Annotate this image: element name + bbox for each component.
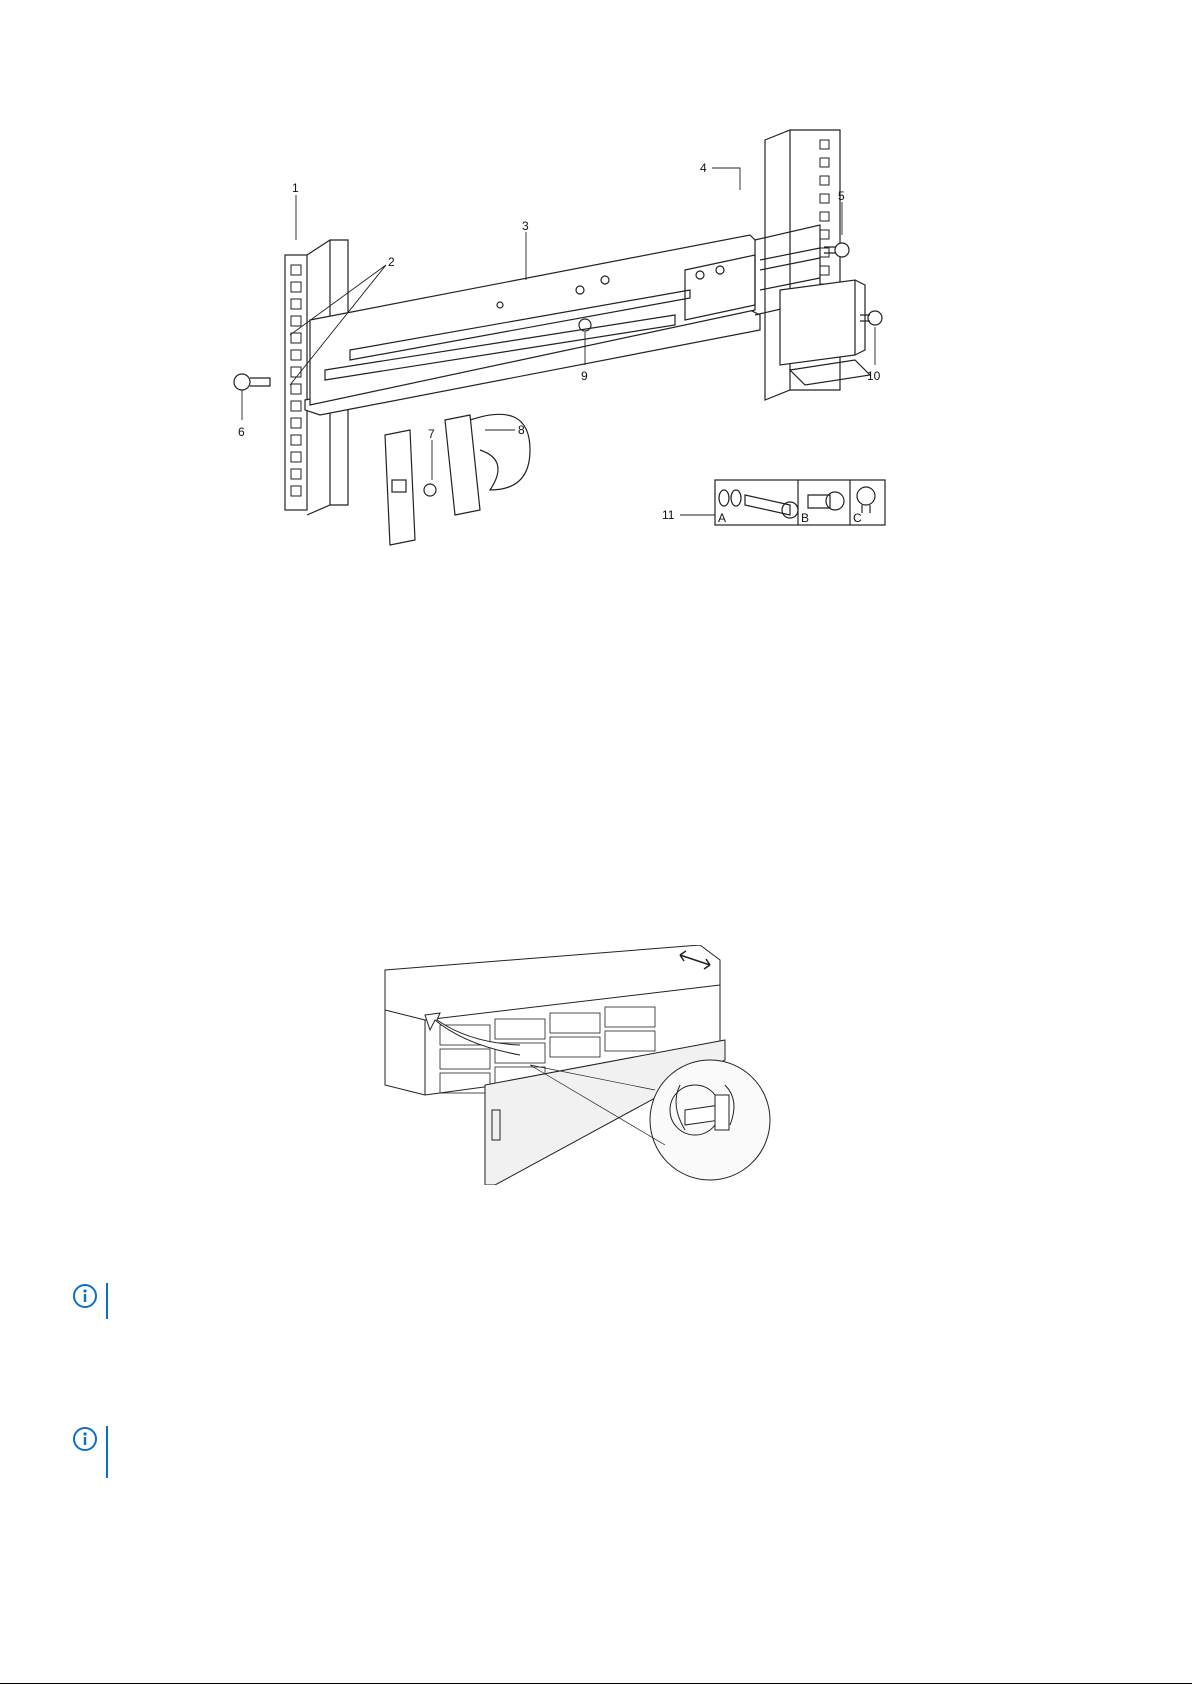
callout-3: 3 [522,219,529,233]
callout-4: 4 [700,161,707,175]
rail-kit-illustration [230,120,960,570]
info-icon [72,1426,98,1452]
kit-label-b: B [801,511,810,525]
callout-11: 11 [662,508,675,522]
note-bar [106,1426,108,1478]
kit-label-c: C [853,511,862,525]
screw-6 [234,374,270,390]
note-1 [72,1283,108,1319]
note-2 [72,1426,108,1478]
rail [305,225,820,415]
callout-10: 10 [867,369,881,383]
callout-7: 7 [428,427,435,441]
note-bar [106,1283,108,1319]
screw-10 [860,311,882,325]
callout-8: 8 [518,423,525,437]
kit-label-a: A [718,511,727,525]
callout-1: 1 [292,181,299,195]
callout-5: 5 [838,189,845,203]
front-latch-module [385,414,530,545]
callout-2: 2 [388,255,395,269]
info-icon [72,1283,98,1309]
callout-6: 6 [238,425,245,439]
callout-9: 9 [581,369,588,383]
bezel-install-illustration [380,945,840,1185]
page-bottom-rule [0,1683,1192,1684]
